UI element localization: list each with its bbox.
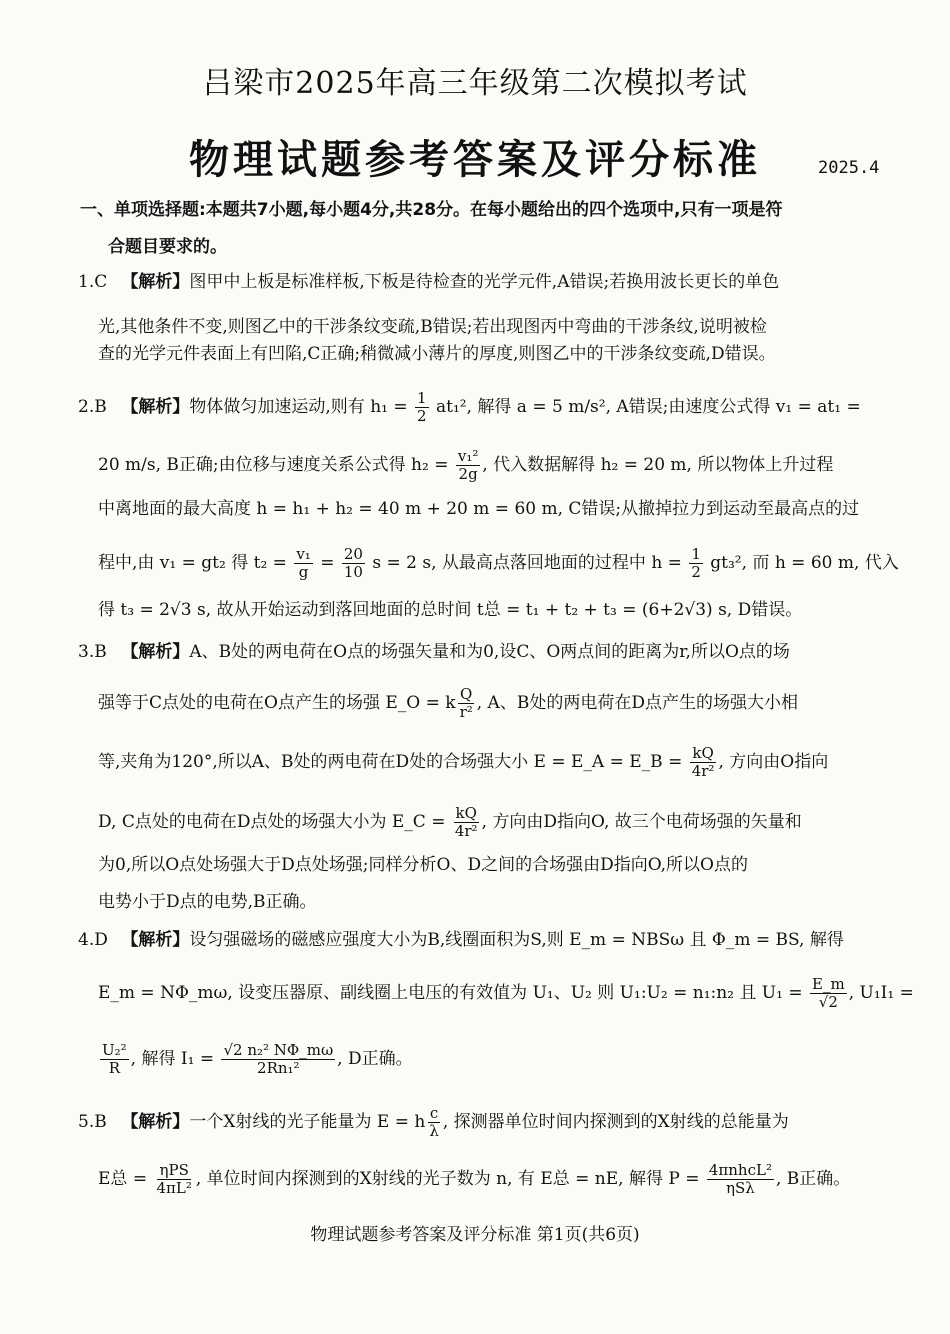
q3-line-6: 电势小于D点的电势,B正确。 [98, 892, 317, 912]
fraction: $\frac{20}{10}$ [343, 545, 363, 581]
fraction: $\frac{kQ}{\text{4r²}}$ [691, 744, 715, 780]
fraction: $\frac{1}{2}$ [691, 545, 701, 581]
fraction: $\frac{\text{U₂²}}{R}$ [102, 1041, 127, 1077]
fraction: $\frac{Q}{\text{r²}}$ [459, 685, 473, 721]
q3-line-3: 等,夹角为120°,所以A、B处的两电荷在D处的合场强大小 E = E_A = E_B = $\frac{kQ}{\text{4r²}}$ , 方向由O指向 [98, 744, 829, 780]
q2-answer: 2.B [78, 397, 107, 417]
q3-tag: 【解析】 [121, 642, 190, 662]
q1-line-3: 查的光学元件表面上有凹陷,C正确;稍微减小薄片的厚度,则图乙中的干涉条纹变疏,D错误。 [98, 344, 776, 364]
q4-tag: 【解析】 [121, 930, 190, 950]
q5-answer: 5.B [78, 1112, 107, 1132]
q4-line-3: $\frac{\text{U₂²}}{R}$ , 解得 I₁ = $\frac{\text{√2 n₂² NΦ\_mω}}{\text{2Rn₁²}}$ , D正确。 [102, 1041, 413, 1077]
fraction: $\frac{c}{\lambda}$ [429, 1104, 439, 1140]
fraction: $\frac{1}{2}$ [417, 389, 427, 425]
q3-line-2: 强等于C点处的电荷在O点产生的场强 E_O = k $\frac{Q}{\text{r²}}$ , A、B处的两电荷在D点产生的场强大小相 [98, 685, 798, 721]
q1-answer: 1.C [78, 272, 108, 292]
q4-line-1: 4.D 【解析】设匀强磁场的磁感应强度大小为B,线圈面积为S,则 E_m = NBSω 且 Φ_m = BS, 解得 [78, 930, 844, 950]
q2-line-4: 程中,由 v₁ = gt₂ 得 t₂ = $\frac{\text{v₁}}{g}$ = $\frac{20}{10}$ s = 2 s, 从最高点落回地面的过程中 h = $\frac{1}{2}$ gt₃², 而 h = 60 m, 代入 [98, 545, 899, 581]
fraction: $\frac{\text{v₁²}}{2g}$ [457, 447, 479, 483]
section-line-1: 一、单项选择题:本题共7小题,每小题4分,共28分。在每小题给出的四个选项中,只有一项是符 [80, 200, 783, 220]
date-label: 2025.4 [818, 158, 880, 178]
page-title: 物理试题参考答案及评分标准 [189, 136, 761, 183]
fraction: $\frac{\text{ηPS}}{\text{4πL²}}$ [156, 1161, 192, 1197]
q5-line-2: E总 = $\frac{\text{ηPS}}{\text{4πL²}}$ , 单位时间内探测到的X射线的光子数为 n, 有 E总 = nE, 解得 P = $\frac{\text{4πnhcL²}}{\text{ηSλ}}$ , B正确。 [98, 1161, 851, 1197]
q1-line-2: 光,其他条件不变,则图乙中的干涉条纹变疏,B错误;若出现图丙中弯曲的干涉条纹,说明被检 [98, 317, 767, 337]
q5-tag: 【解析】 [121, 1112, 190, 1132]
fraction: $\frac{\text{√2 n₂² NΦ\_mω}}{\text{2Rn₁²}}$ [223, 1041, 334, 1077]
q1-line-1: 1.C 【解析】图甲中上板是标准样板,下板是待检查的光学元件,A错误;若换用波长更长的单色 [78, 272, 780, 292]
q5-line-1: 5.B 【解析】一个X射线的光子能量为 E = h $\frac{c}{\lambda}$ , 探测器单位时间内探测到的X射线的总能量为 [78, 1104, 789, 1140]
fraction: $\frac{kQ}{\text{4r²}}$ [454, 804, 478, 840]
exam-subtitle: 吕梁市2025年高三年级第二次模拟考试 [202, 66, 748, 101]
q3-answer: 3.B [78, 642, 107, 662]
section-line-2: 合题目要求的。 [108, 237, 227, 257]
q3-line-4: D, C点处的电荷在D点处的场强大小为 E_C = $\frac{kQ}{\text{4r²}}$ , 方向由D指向O, 故三个电荷场强的矢量和 [98, 804, 802, 840]
q4-line-2: E_m = NΦ_mω, 设变压器原、副线圈上电压的有效值为 U₁、U₂ 则 U₁:U₂ = n₁:n₂ 且 U₁ = $\frac{E\_m}{√2}$ , U₁I₁ = [98, 975, 914, 1011]
q3-line-1: 3.B 【解析】A、B处的两电荷在O点的场强矢量和为0,设C、O两点间的距离为r,所以O点的场 [78, 642, 790, 662]
fraction: $\frac{E\_m}{√2}$ [812, 975, 845, 1011]
fraction: $\frac{\text{4πnhcL²}}{\text{ηSλ}}$ [708, 1161, 772, 1197]
q1-tag: 【解析】 [121, 272, 190, 292]
q4-answer: 4.D [78, 930, 108, 950]
q2-line-2: 20 m/s, B正确;由位移与速度关系公式得 h₂ = $\frac{\text{v₁²}}{2g}$ , 代入数据解得 h₂ = 20 m, 所以物体上升过程 [98, 447, 834, 483]
q2-tag: 【解析】 [121, 397, 190, 417]
q2-line-3: 中离地面的最大高度 h = h₁ + h₂ = 40 m + 20 m = 60 m, C错误;从撤掉拉力到运动至最高点的过 [98, 499, 860, 519]
section-heading [80, 192, 880, 266]
q2-line-5: 得 t₃ = 2√3 s, 故从开始运动到落回地面的总时间 t总 = t₁ + t₂ + t₃ = (6+2√3) s, D错误。 [98, 600, 803, 620]
page-footer: 物理试题参考答案及评分标准 第1页(共6页) [310, 1225, 640, 1245]
q2-line-1: 2.B 【解析】物体做匀加速运动,则有 h₁ = $\frac{1}{2}$ at₁², 解得 a = 5 m/s², A错误;由速度公式得 v₁ = at₁ = [78, 389, 861, 425]
q3-line-5: 为0,所以O点处场强大于D点处场强;同样分析O、D之间的合场强由D指向O,所以O点的 [98, 855, 748, 875]
fraction: $\frac{\text{v₁}}{g}$ [296, 545, 311, 581]
